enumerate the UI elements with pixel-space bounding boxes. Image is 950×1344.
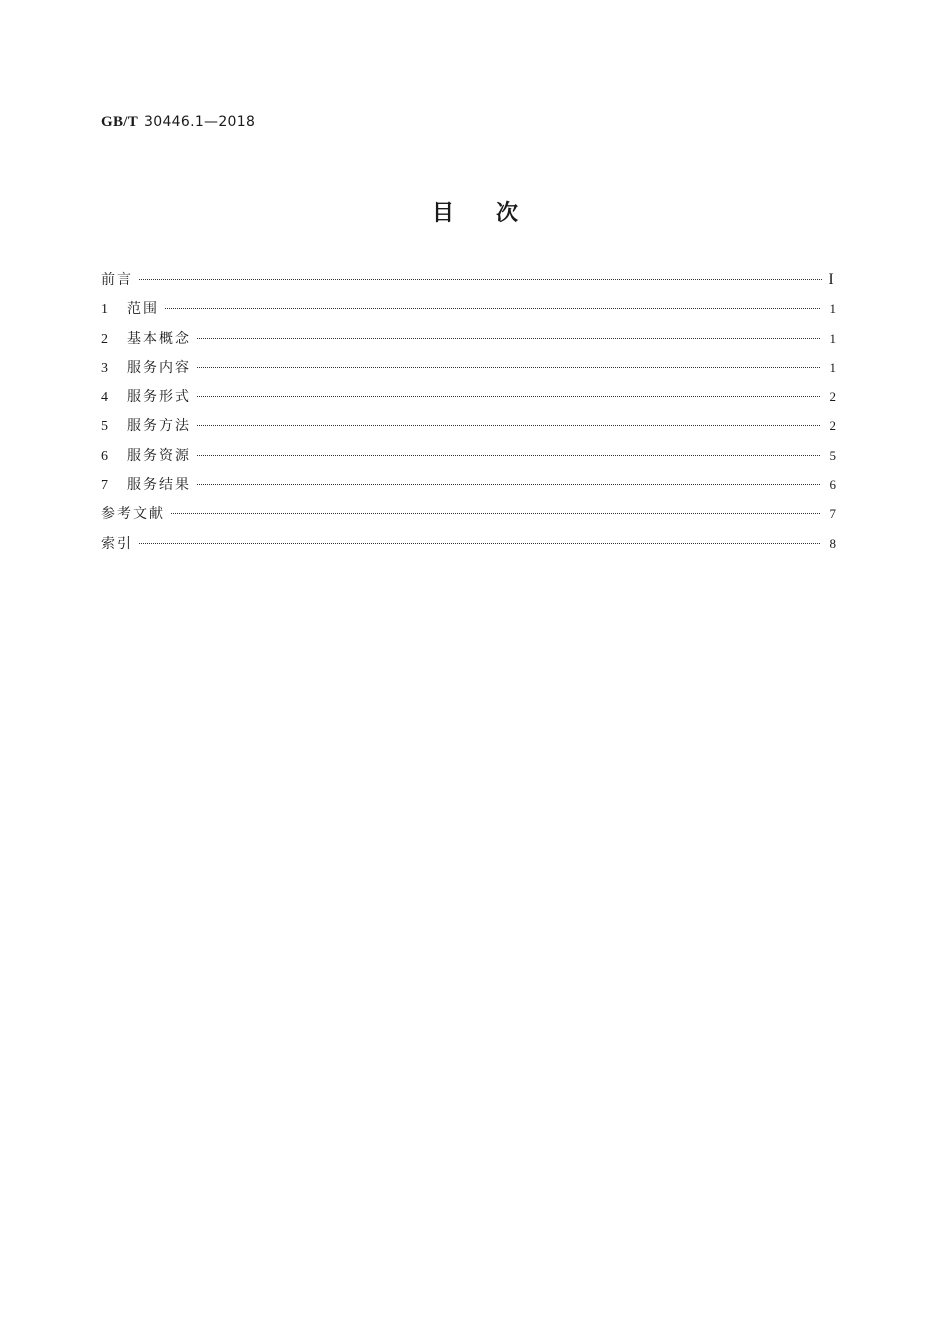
- toc-dot-leader: [197, 396, 820, 397]
- toc-entry-number: 4: [101, 390, 108, 406]
- toc-entry-foreword[interactable]: [101, 269, 836, 298]
- toc-dot-leader: [139, 279, 822, 280]
- toc-dot-leader: [165, 308, 820, 309]
- toc-entry-number: 1: [101, 302, 108, 318]
- toc-entry-label: 服务结果: [127, 477, 191, 494]
- toc-entry-number: 7: [101, 478, 108, 494]
- toc-dot-leader: [197, 484, 820, 485]
- toc-dot-leader: [197, 367, 820, 368]
- toc-entry-label: 服务方法: [127, 418, 191, 435]
- toc-dot-leader: [197, 338, 820, 339]
- toc-entry-page: 8: [829, 535, 836, 551]
- toc-entry-service-content[interactable]: [101, 357, 836, 386]
- table-of-contents: [101, 269, 836, 562]
- toc-entry-index[interactable]: [101, 533, 836, 562]
- toc-entry-service-form[interactable]: [101, 386, 836, 415]
- toc-entry-label: 基本概念: [127, 330, 191, 347]
- standard-code: [101, 114, 255, 131]
- toc-entry-label: 参考文献: [101, 506, 165, 523]
- toc-entry-page: 7: [829, 506, 836, 522]
- toc-entry-label: 范围: [127, 301, 159, 318]
- toc-entry-service-results[interactable]: [101, 474, 836, 503]
- toc-entry-page: 5: [829, 447, 836, 463]
- toc-entry-number: 2: [101, 331, 108, 347]
- toc-entry-basic-concepts[interactable]: [101, 328, 836, 357]
- toc-entry-page: 1: [829, 359, 836, 375]
- toc-dot-leader: [139, 543, 820, 544]
- toc-entry-number: 6: [101, 448, 108, 464]
- toc-entry-page: 2: [829, 389, 836, 405]
- standard-number: 30446.1—2018: [144, 114, 256, 130]
- toc-entry-number: 3: [101, 360, 108, 376]
- toc-entry-service-resources[interactable]: [101, 445, 836, 474]
- toc-entry-service-method[interactable]: [101, 415, 836, 444]
- toc-entry-label: 服务内容: [127, 359, 191, 376]
- toc-entry-scope[interactable]: [101, 298, 836, 327]
- toc-dot-leader: [171, 513, 820, 514]
- toc-entry-label: 服务形式: [127, 389, 191, 406]
- toc-entry-page: 1: [829, 301, 836, 317]
- toc-entry-page: 1: [829, 330, 836, 346]
- toc-dot-leader: [197, 455, 820, 456]
- toc-entry-label: 索引: [101, 535, 133, 552]
- toc-entry-label: 服务资源: [127, 447, 191, 464]
- toc-entry-page: 6: [829, 477, 836, 493]
- standard-prefix: GB/T: [101, 114, 139, 130]
- toc-dot-leader: [197, 425, 820, 426]
- toc-entry-page: I: [828, 271, 834, 288]
- toc-entry-page: 2: [829, 418, 836, 434]
- toc-entry-references[interactable]: [101, 503, 836, 532]
- page-title: 目次: [431, 201, 560, 226]
- toc-entry-label: 前言: [101, 272, 133, 288]
- toc-entry-number: 5: [101, 419, 108, 435]
